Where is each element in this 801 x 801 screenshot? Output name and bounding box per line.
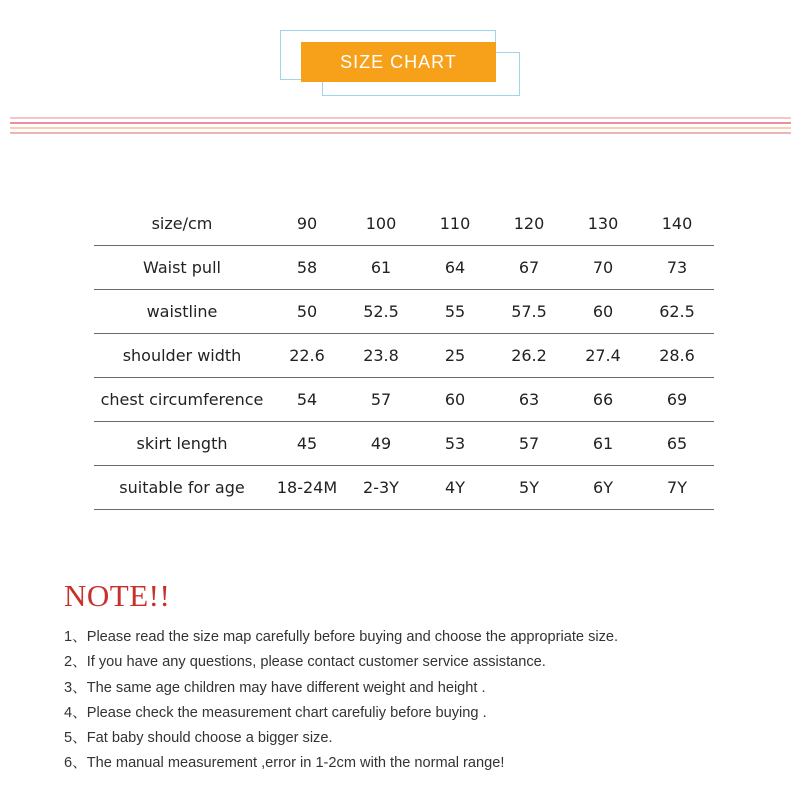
- note-item: 5、Fat baby should choose a bigger size.: [64, 730, 333, 747]
- table-cell: 54: [270, 378, 344, 422]
- table-cell: 26.2: [492, 334, 566, 378]
- table-cell: 23.8: [344, 334, 418, 378]
- table-cell: 55: [418, 290, 492, 334]
- table-cell: 63: [492, 378, 566, 422]
- table-cell: 67: [492, 246, 566, 290]
- table-cell: 53: [418, 422, 492, 466]
- table-cell: 6Y: [566, 466, 640, 510]
- table-row: [94, 466, 714, 510]
- table-cell: 140: [640, 202, 714, 246]
- table-cell: 50: [270, 290, 344, 334]
- row-label: shoulder width: [94, 334, 270, 378]
- table-cell: 4Y: [418, 466, 492, 510]
- table-cell: 52.5: [344, 290, 418, 334]
- table-cell: 62.5: [640, 290, 714, 334]
- table-cell: 5Y: [492, 466, 566, 510]
- table-cell: 57: [344, 378, 418, 422]
- row-label: suitable for age: [94, 466, 270, 510]
- table-cell: 2-3Y: [344, 466, 418, 510]
- stripe: [10, 117, 791, 119]
- row-label: skirt length: [94, 422, 270, 466]
- note-item: 2、If you have any questions, please contact customer service assistance.: [64, 654, 546, 671]
- row-label: size/cm: [94, 202, 270, 246]
- table-cell: 65: [640, 422, 714, 466]
- table-cell: 27.4: [566, 334, 640, 378]
- table-cell: 7Y: [640, 466, 714, 510]
- table-cell: 90: [270, 202, 344, 246]
- table-cell: 130: [566, 202, 640, 246]
- table-cell: 49: [344, 422, 418, 466]
- table-row: [94, 290, 714, 334]
- table-cell: 58: [270, 246, 344, 290]
- table-cell: 61: [344, 246, 418, 290]
- size-chart-badge: [278, 28, 522, 98]
- table-cell: 18-24M: [270, 466, 344, 510]
- note-list: [64, 625, 618, 777]
- note-item: 6、The manual measurement ,error in 1-2cm with the normal range!: [64, 755, 505, 772]
- table-cell: 22.6: [270, 334, 344, 378]
- table-cell: 110: [418, 202, 492, 246]
- table-cell: 57: [492, 422, 566, 466]
- note-item: 1、Please read the size map carefully before buying and choose the appropriate size.: [64, 629, 619, 645]
- table-cell: 57.5: [492, 290, 566, 334]
- table-cell: 66: [566, 378, 640, 422]
- table-cell: 28.6: [640, 334, 714, 378]
- row-label: Waist pull: [94, 246, 270, 290]
- stripe: [10, 122, 791, 124]
- size-table: [94, 202, 714, 510]
- decorative-stripes: [10, 117, 791, 137]
- note-item: 3、The same age children may have different weight and height .: [64, 679, 486, 696]
- table-cell: 60: [566, 290, 640, 334]
- table-cell: 100: [344, 202, 418, 246]
- table-row: [94, 378, 714, 422]
- table-cell: 64: [418, 246, 492, 290]
- table-cell: 45: [270, 422, 344, 466]
- stripe: [10, 132, 791, 134]
- table-row: [94, 246, 714, 290]
- row-label: chest circumference: [94, 378, 270, 422]
- table-cell: 70: [566, 246, 640, 290]
- table-cell: 69: [640, 378, 714, 422]
- table-cell: 60: [418, 378, 492, 422]
- table-row: [94, 202, 714, 246]
- note-item: 4、Please check the measurement chart carefuliy before buying .: [64, 704, 487, 721]
- page-title: SIZE CHART: [301, 42, 496, 82]
- table-row: [94, 422, 714, 466]
- table-cell: 25: [418, 334, 492, 378]
- table-row: [94, 334, 714, 378]
- table-cell: 73: [640, 246, 714, 290]
- stripe: [10, 127, 791, 129]
- table-cell: 61: [566, 422, 640, 466]
- row-label: waistline: [94, 290, 270, 334]
- table-cell: 120: [492, 202, 566, 246]
- note-title: NOTE!!: [64, 578, 171, 613]
